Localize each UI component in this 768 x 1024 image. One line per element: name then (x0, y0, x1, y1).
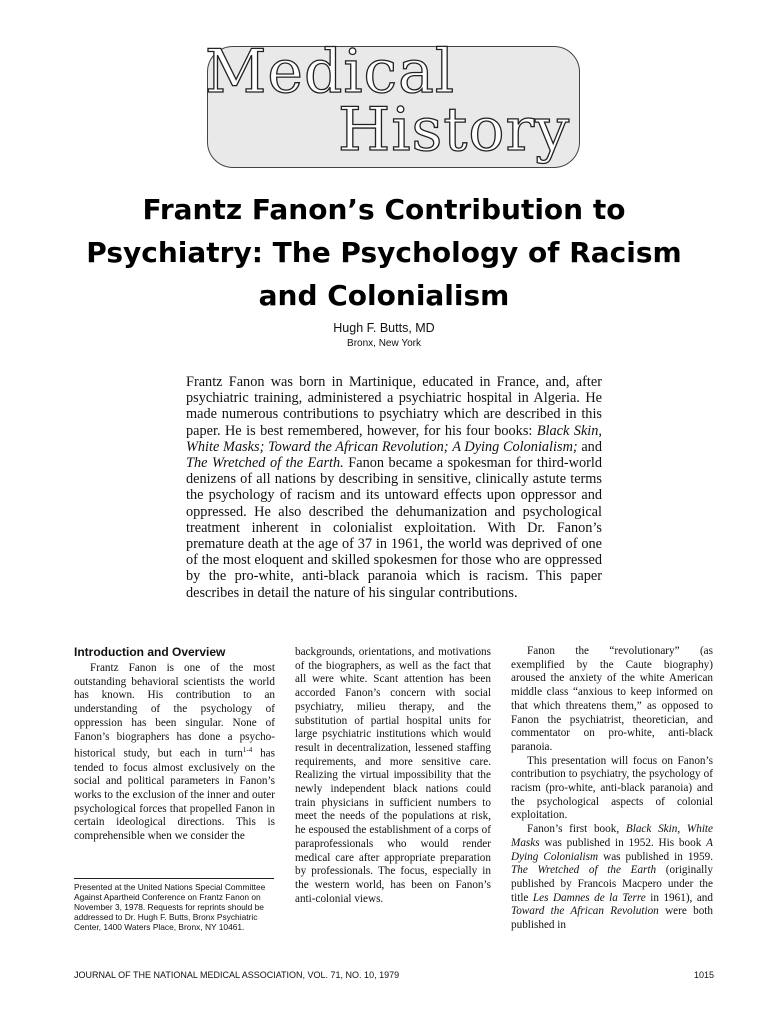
title-line-3: and Colonialism (258, 279, 510, 312)
book-title-wretched: The Wretched of the Earth. (186, 455, 344, 472)
book-title-dying-colonialism: A Dying Colonialism; (452, 438, 578, 455)
article-title (40, 188, 728, 317)
title-line-1: Frantz Fanon’s Contribution to (142, 193, 626, 226)
col2-paragraph: backgrounds, orientations, and motivations of the biographers, as well as the fact that all were white. Scant attention has been accorded Fanon’s concern with social psychiatry, milieu therapy, and the substitution of partial hospital units for large psychiatric institutions which would result in decentralization, lessened staffing requirements, and more sensitive care. Realizing the virtual impossibility that the newly independent black nations could train physicians in sufficient numbers to meet the needs of the populations at risk, he espoused the establishment of a corps of paraprofessionals who would render medical care after appropriate preparation by professionals. The focus, especially in the western world, has been on Fanon’s anti-colonial views. (295, 646, 491, 905)
footnote-divider (74, 878, 274, 879)
col3-book-dying-colonialism: A Dying Colonialism (511, 836, 713, 863)
footnote: Presented at the United Nations Special Committee Against Apartheid Conference on Frantz Fanon on November 3, 1978. Requests for reprints should be addressed to Dr. Hugh F. Butts, Bronx Psychiatric Center, 1400 Waters Place, Bronx, NY 10461. (74, 882, 266, 932)
logo-word-medical: Medical (205, 37, 456, 107)
col1-text-b: has tended to focus almost exclusively on the social and political parameters in Fanon’s works to the exclusion of the inner and outer psychological forces that propelled Fanon in certain ideological directions. This is comprehensible when we consider the (74, 747, 275, 843)
col3-text-f: in 1961), and (645, 891, 713, 904)
col3-paragraph-3 (511, 823, 713, 933)
book-title-black-skin: Black Skin, White Masks; (186, 422, 602, 455)
journal-citation: JOURNAL OF THE NATIONAL MEDICAL ASSOCIATION, VOL. 71, NO. 10, 1979 (74, 970, 400, 980)
col3-book-damnes: Les Damnes de la Terre (532, 891, 646, 904)
column-1 (74, 645, 275, 844)
col3-paragraph-1: Fanon the “revolutionary” (as exemplified by the Caute biography) aroused the anxiety of the white American middle class “anxious to keep informed on that which threatens them,” as opposed to Fanon the psychiatrist, theoretician, and commentator on pro-white, anti-black paranoia. (511, 645, 713, 753)
book-title-toward-revolution: Toward the African Revolution; (268, 438, 449, 455)
col1-paragraph (74, 662, 275, 844)
page-footer (74, 969, 714, 983)
col3-book-toward-revolution: Toward the African Revolution (511, 905, 659, 918)
col1-text-a: Frantz Fanon is one of the most outstanding behavioral scientists the world has known. His contribution to an understanding of the psychology of oppression has been singular. None of Fanon’s biographers has done a psycho-historical study, but each in turn (74, 662, 275, 760)
abstract (186, 374, 602, 601)
column-2 (295, 646, 491, 906)
abstract-text-1: Frantz Fanon was born in Martinique, educated in France, and, after psychiatric training, administered a psychiatric hospital in Algeria. He made numerous contributions to psychiatry which are described in this paper. He is best remembered, however, for his four books: (186, 374, 602, 439)
col3-text-g: were both published in (511, 905, 713, 932)
page-number: 1015 (693, 970, 714, 980)
col3-text-c: was published in 1952. His book (539, 836, 707, 849)
reference-superscript: 1-4 (242, 746, 253, 755)
abstract-and: and (577, 438, 602, 455)
abstract-text-2: Fanon became a spokesman for third-world denizens of all nations by describing in sensitive, clinically astute terms the psychology of racism and its untoward effects upon oppressor and oppressed. He also described the dehumanization and psychological treatment inherent in colonialist exploitation. With Dr. Fanon’s premature death at the age of 37 in 1961, the world was deprived of one of the most eloquent and skilled spokesmen for those who are oppressed by the pro-white, anti-black paranoia which is racism. This paper describes in detail the nature of his singular contributions. (186, 455, 602, 601)
col3-book-wretched: The Wretched of the Earth (511, 864, 657, 877)
logo-word-history: History (338, 95, 571, 165)
author-name: Hugh F. Butts, MD (333, 321, 435, 335)
col3-text-e: (originally published by Francois Macpero under the title (511, 864, 713, 904)
col3-text-d: was published in 1959. (598, 850, 713, 863)
col3-text-a: Fanon’s first book, (527, 823, 626, 836)
title-line-2: Psychiatry: The Psychology of Racism (86, 236, 682, 269)
col3-book-black-skin: Black Skin, White Masks (511, 823, 713, 849)
section-heading: Introduction and Overview (74, 645, 226, 659)
column-3 (511, 645, 713, 933)
col3-paragraph-2: This presentation will focus on Fanon’s contribution to psychiatry, the psychology of racism (pro-white, anti-black paranoia) and the psychological aspects of colonial exploitation. (511, 754, 713, 822)
author-affiliation: Bronx, New York (347, 338, 421, 349)
